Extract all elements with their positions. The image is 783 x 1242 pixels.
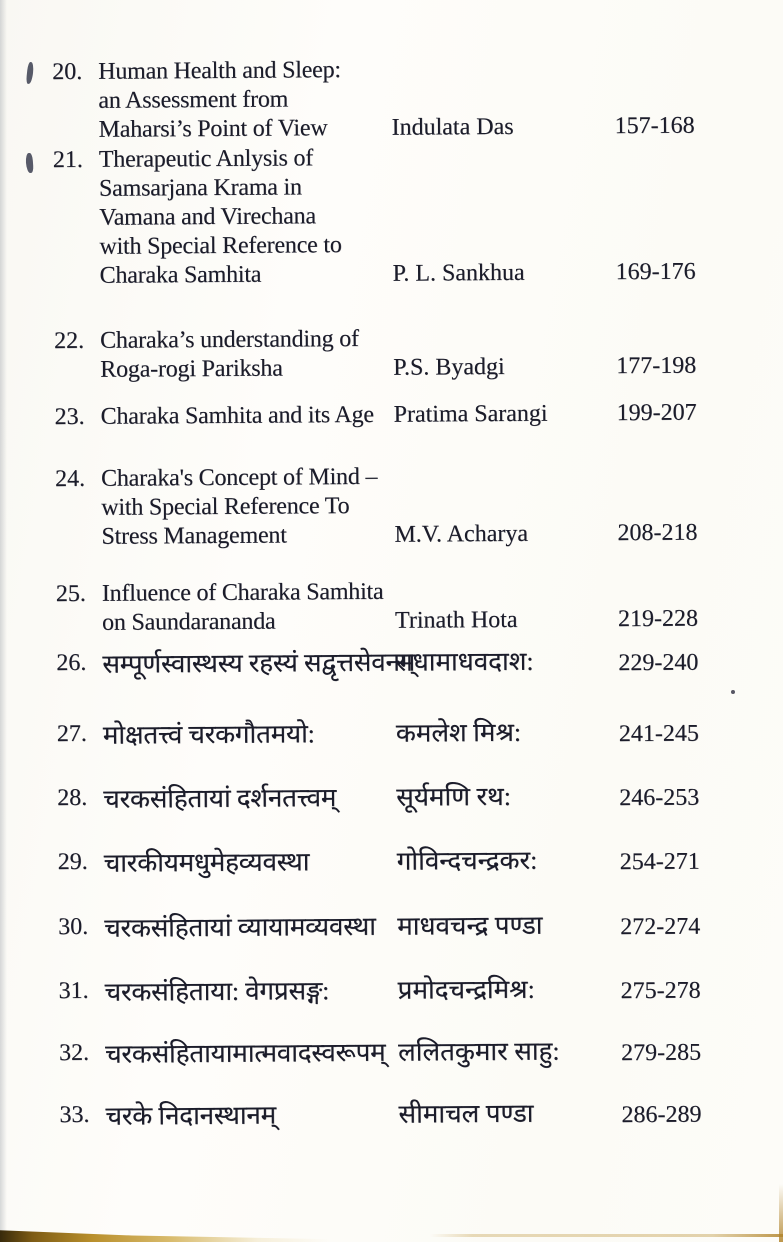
entry-number: 32. — [58, 1039, 90, 1067]
entry-title: Charaka’s understanding of Roga-rogi Pariksha — [99, 325, 359, 383]
entry-pages: 157-168 — [614, 112, 695, 140]
entry-number: 22. — [53, 327, 85, 355]
scan-bottom-edge-line — [430, 1234, 783, 1237]
toc-entry — [57, 715, 699, 753]
entry-pages: 279-285 — [620, 1039, 702, 1067]
entry-author: कमलेश मिश्र: — [395, 717, 522, 748]
toc-entry — [59, 1034, 701, 1072]
entry-pages: 169-176 — [615, 258, 696, 286]
toc-entry — [56, 644, 698, 682]
entry-number: 24. — [54, 465, 86, 493]
entry-pages: 272-274 — [620, 913, 701, 941]
scan-right-edge-line — [779, 1184, 783, 1242]
entry-author: माधवचन्द्र पण्डा — [397, 910, 543, 941]
entry-title: सम्पूर्णस्वास्थस्य रहस्यं सद्वृत्तसेवनम् — [102, 647, 416, 679]
toc-entry — [57, 779, 699, 817]
entry-number: 27. — [56, 720, 87, 748]
entry-pages: 219-228 — [617, 605, 699, 633]
ink-speck — [731, 690, 735, 694]
entry-pages: 199-207 — [616, 399, 697, 427]
entry-number: 29. — [57, 848, 88, 876]
entry-pages: 241-245 — [618, 720, 699, 748]
entry-pages: 229-240 — [618, 649, 699, 677]
entry-author: राधामाधवदाश: — [395, 646, 534, 677]
entry-title: चारकीयमधुमेहव्यवस्था — [103, 847, 310, 878]
toc-entry — [59, 1096, 701, 1134]
toc-entry — [58, 972, 700, 1010]
entry-author: Trinath Hota — [394, 606, 518, 634]
entry-author: सूर्यमणि रथ: — [396, 781, 512, 812]
toc-entry — [53, 142, 696, 291]
entry-title: Charaka's Concept of Mind – with Special Reference To Stress Management — [100, 463, 378, 550]
entry-title: चरकसंहितायां दर्शनतत्त्वम् — [103, 783, 337, 814]
entry-title: Charaka Samhita and its Age — [100, 401, 374, 430]
toc-entry — [58, 908, 700, 946]
toc-entry — [52, 54, 695, 145]
toc-entry — [55, 461, 698, 552]
entry-number: 28. — [57, 784, 88, 812]
entry-pages: 254-271 — [619, 848, 700, 876]
entry-number: 31. — [58, 977, 89, 1005]
entry-pages: 275-278 — [620, 977, 701, 1005]
toc-entry — [54, 323, 696, 385]
entry-pages: 208-218 — [617, 519, 698, 547]
entry-title: Human Health and Sleep: an Assessment from Maharsi’s Point of View — [98, 57, 341, 143]
entry-number: 30. — [58, 913, 89, 941]
entry-title: चरकसंहितायामात्मवादस्वरूपम् — [104, 1037, 386, 1069]
entry-number: 33. — [59, 1101, 90, 1129]
entry-author: P.S. Byadgi — [393, 353, 505, 381]
entry-author: P. L. Sankhua — [392, 259, 525, 287]
scan-left-edge-shadow — [0, 0, 7, 1242]
entry-author: Indulata Das — [391, 113, 514, 141]
entry-title: Therapeutic Anlysis of Samsarjana Krama in Vamana and Virechana with Special Reference to Charaka Samhita — [98, 145, 342, 289]
entry-author: ललितकुमार साहु: — [397, 1036, 560, 1067]
toc-entry — [56, 576, 698, 638]
entry-number: 23. — [54, 403, 85, 431]
entry-pages: 286-289 — [621, 1101, 702, 1129]
entry-author: M.V. Acharya — [394, 520, 529, 548]
entry-author: गोविन्दचन्द्रकर: — [396, 845, 538, 876]
entry-author: सीमाचल पण्डा — [398, 1098, 534, 1129]
entry-title: चरकसंहितायां व्यायामव्यवस्था — [104, 911, 376, 943]
entry-title: चरकसंहिताया: वेगप्रसङ्ग: — [104, 976, 330, 1007]
entry-number: 26. — [56, 649, 87, 677]
entry-author: प्रमोदचन्द्रमिश्र: — [397, 974, 535, 1005]
entry-title: मोक्षतत्त्वं चरकगौतमयो: — [102, 719, 315, 750]
entry-title: चरके निदानस्थानम् — [105, 1100, 277, 1131]
entry-pages: 177-198 — [616, 352, 697, 380]
entry-author: Pratima Sarangi — [393, 400, 548, 428]
entry-number: 25. — [55, 580, 86, 608]
toc-entry — [58, 843, 700, 881]
entry-number: 21. — [52, 146, 83, 174]
entry-pages: 246-253 — [619, 784, 700, 812]
toc-entry — [54, 399, 696, 432]
entry-number: 20. — [52, 58, 83, 86]
entry-title: Influence of Charaka Samhita on Saundarananda — [101, 578, 384, 636]
